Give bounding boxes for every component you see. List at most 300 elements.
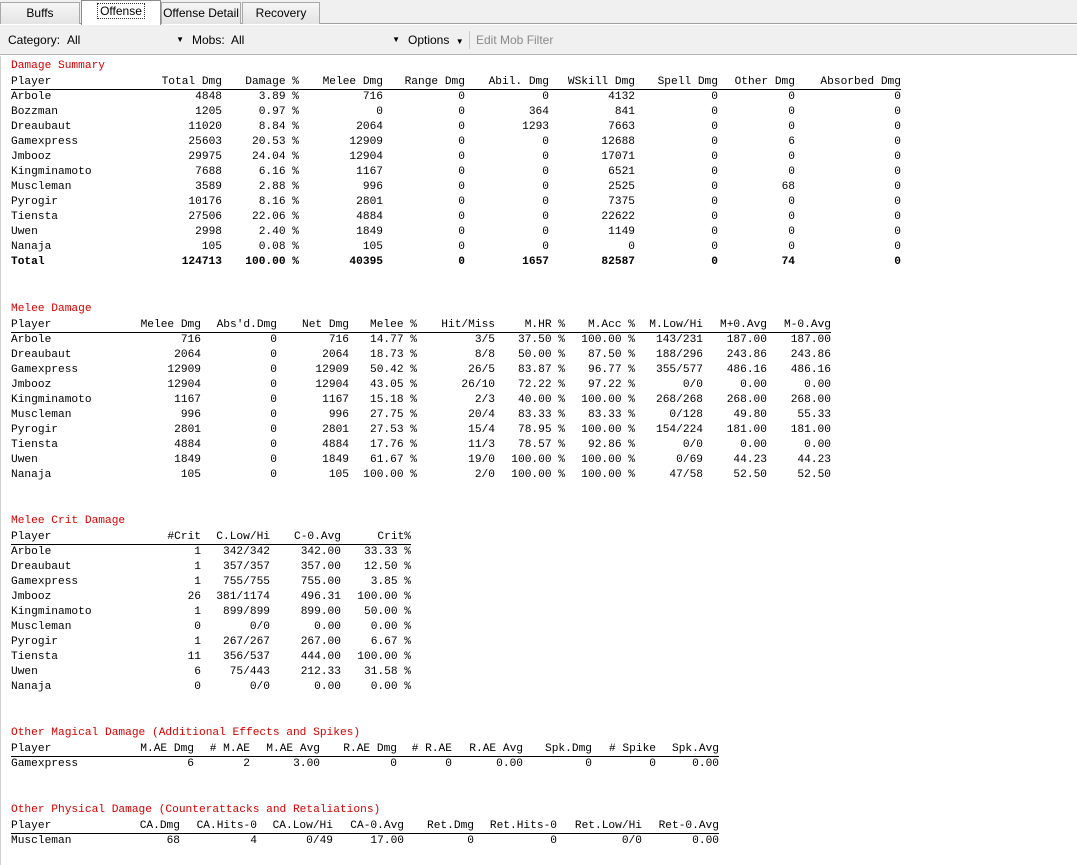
table-row [11, 240, 901, 255]
value-cell: 268/268 [656, 394, 703, 406]
value-cell: 0.00 [692, 758, 719, 770]
section-title: Damage Summary [11, 60, 105, 72]
value-cell: Melee Dmg [322, 76, 383, 88]
table-row [11, 90, 901, 105]
value-cell: 0.00 [692, 835, 719, 847]
value-cell: 0 [711, 226, 718, 238]
value-cell: 1167 [322, 394, 349, 406]
value-cell: Crit% [377, 531, 411, 543]
value-cell: C-0.Avg [294, 531, 341, 543]
table-header [11, 742, 719, 757]
value-cell: 342/342 [223, 546, 270, 558]
value-cell: 0 [628, 241, 635, 253]
table-row [11, 680, 411, 695]
player-cell: Arbole [11, 546, 52, 558]
player-cell: Nanaja [11, 681, 52, 693]
value-cell: 181.00 [726, 424, 767, 436]
table-row [11, 468, 831, 483]
value-cell: Abs'd.Dmg [216, 319, 277, 331]
value-cell: 154/224 [656, 424, 703, 436]
value-cell: 0.00 % [370, 621, 411, 633]
player-cell: Gamexpress [11, 576, 79, 588]
table-row [11, 605, 411, 620]
value-cell: 100.00 % [363, 469, 417, 481]
value-cell: 12904 [315, 379, 349, 391]
value-cell: Abil. Dmg [488, 76, 549, 88]
section-title: Other Magical Damage (Additional Effects and Spikes) [11, 727, 361, 739]
table-header [11, 819, 719, 834]
value-cell: M.AE Avg [266, 743, 320, 755]
value-cell: 1167 [174, 394, 201, 406]
value-cell: 0 [542, 241, 549, 253]
player-cell: Arbole [11, 91, 52, 103]
value-cell: 0 [894, 256, 901, 268]
value-cell: 0 [788, 166, 795, 178]
value-cell: 0 [649, 758, 656, 770]
filter-toolbar [0, 25, 1077, 55]
mobs-dropdown[interactable] [228, 31, 402, 49]
table-row [11, 620, 411, 635]
player-cell: Pyrogir [11, 196, 58, 208]
tab-offense[interactable] [81, 0, 161, 25]
value-cell: 100.00 % [357, 591, 411, 603]
value-cell: 0.00 [314, 681, 341, 693]
value-cell: 1 [194, 606, 201, 618]
category-value: All [67, 33, 81, 47]
value-cell: 0 [458, 211, 465, 223]
value-cell: M.Low/Hi [649, 319, 703, 331]
player-cell: Muscleman [11, 409, 72, 421]
section-title: Other Physical Damage (Counterattacks and Retaliations) [11, 804, 381, 816]
value-cell: 72.22 % [518, 379, 565, 391]
value-cell: 0 [270, 379, 277, 391]
value-cell: 22622 [601, 211, 635, 223]
player-cell: Gamexpress [11, 364, 79, 376]
value-cell: 49.80 [733, 409, 767, 421]
value-cell: 0 [788, 151, 795, 163]
value-cell: 105 [362, 241, 383, 253]
value-cell: 0 [894, 121, 901, 133]
value-cell: 357.00 [300, 561, 341, 573]
value-cell: 996 [362, 181, 383, 193]
value-cell: 3.00 [293, 758, 320, 770]
value-cell: 87.50 % [588, 349, 635, 361]
value-cell: 0 [270, 439, 277, 451]
value-cell: 50.00 % [364, 606, 411, 618]
value-cell: 0 [542, 196, 549, 208]
mobs-value: All [231, 33, 245, 47]
value-cell: 1 [194, 561, 201, 573]
value-cell: 0 [458, 256, 465, 268]
value-cell: 1657 [522, 256, 549, 268]
value-cell: 11/3 [468, 439, 495, 451]
value-cell: 0 [270, 469, 277, 481]
player-cell: Uwen [11, 226, 38, 238]
value-cell: 12904 [167, 379, 201, 391]
value-cell: 100.00 % [581, 469, 635, 481]
value-cell: 2 [243, 758, 250, 770]
value-cell: 2801 [322, 424, 349, 436]
value-cell: 24.04 % [252, 151, 299, 163]
value-cell: 78.57 % [518, 439, 565, 451]
value-cell: 1849 [356, 226, 383, 238]
value-cell: 0.00 [804, 439, 831, 451]
tab-bar [0, 0, 1077, 24]
tab-label: Offense Detail [163, 6, 239, 20]
value-cell: R.AE Dmg [343, 743, 397, 755]
value-cell: Net Dmg [302, 319, 349, 331]
value-cell: 187.00 [790, 334, 831, 346]
player-cell: Tiensta [11, 651, 58, 663]
value-cell: 2064 [356, 121, 383, 133]
value-cell: 357/357 [223, 561, 270, 573]
value-cell: 8.16 % [258, 196, 299, 208]
value-cell: 0 [270, 394, 277, 406]
value-cell: Melee Dmg [140, 319, 201, 331]
value-cell: 11 [187, 651, 201, 663]
value-cell: 20.53 % [252, 136, 299, 148]
value-cell: M.Acc % [588, 319, 635, 331]
value-cell: 68 [166, 835, 180, 847]
value-cell: 381/1174 [216, 591, 270, 603]
player-cell: Player [11, 76, 52, 88]
value-cell: 43.05 % [370, 379, 417, 391]
value-cell: 44.23 [733, 454, 767, 466]
player-cell: Player [11, 319, 52, 331]
value-cell: 7375 [608, 196, 635, 208]
value-cell: 75/443 [229, 666, 270, 678]
value-cell: 0 [542, 181, 549, 193]
player-cell: Jmbooz [11, 591, 52, 603]
value-cell: 2064 [174, 349, 201, 361]
value-cell: Ret.Hits-0 [489, 820, 557, 832]
value-cell: 0.00 % [370, 681, 411, 693]
value-cell: 31.58 % [364, 666, 411, 678]
value-cell: 6.67 % [370, 636, 411, 648]
value-cell: 0 [458, 181, 465, 193]
value-cell: 0.08 % [258, 241, 299, 253]
value-cell: 6 [788, 136, 795, 148]
value-cell: 444.00 [300, 651, 341, 663]
value-cell: 716 [328, 334, 349, 346]
value-cell: 0.00 [804, 379, 831, 391]
value-cell: #Crit [167, 531, 201, 543]
value-cell: 20/4 [468, 409, 495, 421]
table-row [11, 333, 831, 348]
edit-mob-filter-button[interactable]: Edit Mob Filter [476, 33, 554, 47]
tab-label: Recovery [255, 6, 307, 20]
table-row [11, 757, 719, 772]
value-cell: 124713 [181, 256, 222, 268]
value-cell: 52.50 [797, 469, 831, 481]
value-cell: 0 [458, 166, 465, 178]
player-cell: Uwen [11, 666, 38, 678]
value-cell: 2064 [322, 349, 349, 361]
value-cell: 83.33 % [518, 409, 565, 421]
value-cell: 0 [194, 681, 201, 693]
value-cell: 105 [201, 241, 222, 253]
value-cell: 1167 [356, 166, 383, 178]
value-cell: Range Dmg [404, 76, 465, 88]
table-row [11, 165, 901, 180]
value-cell: 83.33 % [588, 409, 635, 421]
tab-label: Offense [100, 4, 142, 18]
value-cell: C.Low/Hi [216, 531, 270, 543]
value-cell: 0 [894, 91, 901, 103]
player-cell: Muscleman [11, 835, 72, 847]
value-cell: 4132 [608, 91, 635, 103]
value-cell: 6 [187, 758, 194, 770]
player-cell: Total [11, 256, 45, 268]
total-row [11, 255, 901, 270]
player-cell: Gamexpress [11, 758, 79, 770]
value-cell: 25603 [188, 136, 222, 148]
value-cell: 12909 [167, 364, 201, 376]
table-header [11, 75, 901, 90]
value-cell: 12909 [315, 364, 349, 376]
player-cell: Tiensta [11, 211, 58, 223]
value-cell: 899.00 [300, 606, 341, 618]
value-cell: 1149 [608, 226, 635, 238]
value-cell: 44.23 [797, 454, 831, 466]
player-cell: Dreaubaut [11, 561, 72, 573]
value-cell: 105 [328, 469, 349, 481]
value-cell: WSkill Dmg [567, 76, 635, 88]
value-cell: 0 [458, 136, 465, 148]
value-cell: 268.00 [790, 394, 831, 406]
table-row [11, 560, 411, 575]
value-cell: 14.77 % [370, 334, 417, 346]
value-cell: 12909 [349, 136, 383, 148]
value-cell: 1849 [174, 454, 201, 466]
value-cell: 100.00 % [581, 334, 635, 346]
value-cell: 0 [376, 106, 383, 118]
value-cell: 15/4 [468, 424, 495, 436]
value-cell: 6.16 % [258, 166, 299, 178]
value-cell: 755/755 [223, 576, 270, 588]
value-cell: 0 [711, 181, 718, 193]
value-cell: 29975 [188, 151, 222, 163]
table-row [11, 438, 831, 453]
value-cell: 18.73 % [370, 349, 417, 361]
value-cell: 97.22 % [588, 379, 635, 391]
value-cell: 716 [180, 334, 201, 346]
value-cell: 996 [180, 409, 201, 421]
toolbar-divider [469, 31, 470, 49]
table-row [11, 665, 411, 680]
value-cell: 0 [194, 621, 201, 633]
value-cell: 486.16 [790, 364, 831, 376]
value-cell: 100.00 % [581, 424, 635, 436]
value-cell: 0 [711, 121, 718, 133]
player-cell: Kingminamoto [11, 394, 92, 406]
value-cell: 1205 [195, 106, 222, 118]
value-cell: 0 [711, 241, 718, 253]
options-button[interactable] [408, 33, 464, 47]
table-row [11, 225, 901, 240]
value-cell: 0 [270, 424, 277, 436]
value-cell: 10176 [188, 196, 222, 208]
value-cell: 0 [458, 121, 465, 133]
value-cell: 0 [711, 136, 718, 148]
category-label: Category: [8, 33, 61, 47]
value-cell: 0 [270, 454, 277, 466]
value-cell: 4848 [195, 91, 222, 103]
value-cell: 212.33 [300, 666, 341, 678]
value-cell: 181.00 [790, 424, 831, 436]
table-row [11, 210, 901, 225]
value-cell: 0 [445, 758, 452, 770]
value-cell: 0 [270, 334, 277, 346]
value-cell: 0/128 [669, 409, 703, 421]
player-cell: Muscleman [11, 621, 72, 633]
value-cell: 0/0 [621, 835, 642, 847]
value-cell: 78.95 % [518, 424, 565, 436]
value-cell: 26/5 [468, 364, 495, 376]
value-cell: 100.00 % [581, 394, 635, 406]
value-cell: 0.97 % [258, 106, 299, 118]
value-cell: 100.00 % [581, 454, 635, 466]
table-row [11, 120, 901, 135]
value-cell: 0 [270, 349, 277, 361]
table-row [11, 423, 831, 438]
value-cell: 0 [711, 106, 718, 118]
value-cell: 0 [894, 241, 901, 253]
tab-buffs[interactable] [0, 2, 80, 24]
value-cell: 0 [550, 835, 557, 847]
value-cell: 841 [614, 106, 635, 118]
value-cell: 342.00 [300, 546, 341, 558]
player-cell: Player [11, 531, 52, 543]
value-cell: 187.00 [726, 334, 767, 346]
value-cell: 100.00 % [511, 454, 565, 466]
value-cell: 52.50 [733, 469, 767, 481]
value-cell: 12.50 % [364, 561, 411, 573]
value-cell: 0 [788, 121, 795, 133]
value-cell: 0 [894, 151, 901, 163]
tab-offense-detail[interactable] [161, 2, 241, 24]
value-cell: 0 [894, 181, 901, 193]
value-cell: 2801 [174, 424, 201, 436]
value-cell: 4884 [174, 439, 201, 451]
value-cell: 0 [458, 151, 465, 163]
value-cell: 4884 [322, 439, 349, 451]
value-cell: 47/58 [669, 469, 703, 481]
table-row [11, 195, 901, 210]
value-cell: 17.00 [370, 835, 404, 847]
table-row [11, 635, 411, 650]
value-cell: 74 [781, 256, 795, 268]
value-cell: 11020 [188, 121, 222, 133]
value-cell: 100.00 % [245, 256, 299, 268]
value-cell: 364 [528, 106, 549, 118]
tab-recovery[interactable] [242, 2, 320, 24]
value-cell: 0 [788, 241, 795, 253]
chevron-down-icon: ▼ [392, 35, 400, 44]
table-row [11, 348, 831, 363]
player-cell: Player [11, 743, 52, 755]
value-cell: 0 [467, 835, 474, 847]
value-cell: Spk.Dmg [545, 743, 592, 755]
value-cell: 0 [270, 409, 277, 421]
value-cell: 1293 [522, 121, 549, 133]
value-cell: 12904 [349, 151, 383, 163]
value-cell: 1 [194, 636, 201, 648]
value-cell: 22.06 % [252, 211, 299, 223]
value-cell: Ret.Low/Hi [574, 820, 642, 832]
report-view [0, 56, 1077, 865]
value-cell: 0.00 [740, 439, 767, 451]
section-title: Melee Damage [11, 303, 92, 315]
value-cell: 0/0 [682, 379, 703, 391]
value-cell: 17.76 % [370, 439, 417, 451]
value-cell: M-0.Avg [784, 319, 831, 331]
chevron-down-icon: ▼ [455, 37, 464, 46]
value-cell: 6 [194, 666, 201, 678]
table-row [11, 408, 831, 423]
value-cell: 356/537 [223, 651, 270, 663]
value-cell: 0 [390, 758, 397, 770]
value-cell: 27506 [188, 211, 222, 223]
value-cell: 0 [270, 364, 277, 376]
value-cell: 2/0 [474, 469, 495, 481]
value-cell: 0 [542, 211, 549, 223]
value-cell: Hit/Miss [441, 319, 495, 331]
value-cell: CA.Low/Hi [272, 820, 333, 832]
value-cell: 0 [458, 241, 465, 253]
value-cell: 3.85 % [370, 576, 411, 588]
value-cell: 6521 [608, 166, 635, 178]
value-cell: 1849 [322, 454, 349, 466]
value-cell: 243.86 [790, 349, 831, 361]
value-cell: 33.33 % [364, 546, 411, 558]
value-cell: 12688 [601, 136, 635, 148]
category-dropdown[interactable] [64, 31, 186, 49]
value-cell: 2.40 % [258, 226, 299, 238]
table-header [11, 318, 831, 333]
value-cell: 4 [250, 835, 257, 847]
player-cell: Nanaja [11, 241, 52, 253]
table-row [11, 378, 831, 393]
value-cell: 0 [711, 166, 718, 178]
value-cell: 0 [894, 196, 901, 208]
table-header [11, 530, 411, 545]
player-cell: Nanaja [11, 469, 52, 481]
table-row [11, 150, 901, 165]
player-cell: Kingminamoto [11, 166, 92, 178]
table-row [11, 135, 901, 150]
value-cell: 0/69 [676, 454, 703, 466]
value-cell: 267/267 [223, 636, 270, 648]
value-cell: 2/3 [474, 394, 495, 406]
value-cell: 61.67 % [370, 454, 417, 466]
value-cell: 0 [542, 91, 549, 103]
player-cell: Gamexpress [11, 136, 79, 148]
value-cell: R.AE Avg [469, 743, 523, 755]
value-cell: 8.84 % [258, 121, 299, 133]
player-cell: Kingminamoto [11, 606, 92, 618]
value-cell: 899/899 [223, 606, 270, 618]
value-cell: M+0.Avg [720, 319, 767, 331]
player-cell: Dreaubaut [11, 349, 72, 361]
value-cell: CA.Dmg [139, 820, 180, 832]
value-cell: 82587 [601, 256, 635, 268]
value-cell: 26 [187, 591, 201, 603]
value-cell: 0/0 [249, 681, 270, 693]
value-cell: 0 [711, 91, 718, 103]
table-row [11, 545, 411, 560]
value-cell: 268.00 [726, 394, 767, 406]
